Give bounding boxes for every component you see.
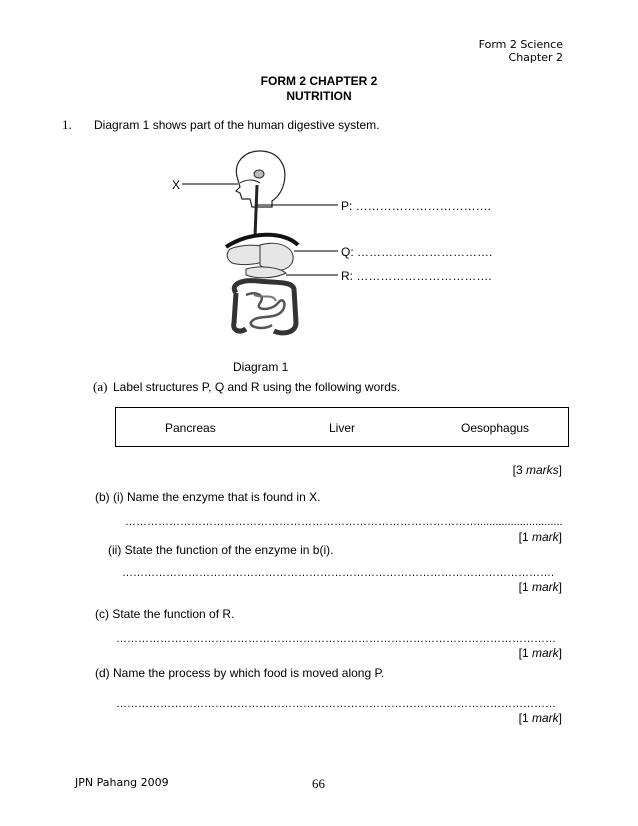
head-outline bbox=[236, 151, 285, 207]
word-pancreas: Pancreas bbox=[165, 421, 216, 435]
part-b-ii-text: (ii) State the function of the enzyme in b(i). bbox=[108, 543, 334, 557]
part-c-answer-line[interactable]: ………………………………………………………………………………………………………… bbox=[116, 633, 556, 645]
part-a-marker: (a) bbox=[93, 379, 108, 394]
part-b-ii-marks: [1 mark] bbox=[518, 580, 562, 594]
salivary-gland-shape bbox=[254, 170, 264, 178]
word-liver: Liver bbox=[329, 421, 356, 435]
part-c-marks: [1 mark] bbox=[518, 646, 562, 660]
small-intestine-shape bbox=[246, 293, 284, 328]
word-box bbox=[115, 407, 569, 447]
part-b-i-marks: [1 mark] bbox=[518, 530, 562, 544]
diagram-label-q[interactable]: Q: ……………………………. bbox=[341, 245, 493, 259]
question-number: 1. bbox=[62, 117, 72, 132]
part-a-text: Label structures P, Q and R using the following words. bbox=[113, 380, 401, 394]
part-b-ii-answer-line[interactable]: ………………………………………………………………………………………………………. bbox=[122, 567, 555, 579]
part-d-marks: [1 mark] bbox=[518, 711, 562, 725]
diagram-label-r[interactable]: R: ……………………………. bbox=[341, 269, 492, 283]
header-subject: Form 2 Science bbox=[478, 38, 563, 51]
part-d-answer-line[interactable]: ………………………………………………………………………………………………………… bbox=[116, 698, 556, 710]
oesophagus-shape bbox=[255, 185, 257, 237]
diagram-label-p[interactable]: P: ……………………………. bbox=[341, 199, 492, 213]
part-b-i-answer-line[interactable]: ……………………………………………………………………………………............................ bbox=[125, 516, 563, 528]
page-title: FORM 2 CHAPTER 2 bbox=[260, 74, 378, 88]
diagram-label-x: X bbox=[172, 178, 181, 192]
footer-source: JPN Pahang 2009 bbox=[75, 776, 169, 789]
large-intestine-shape bbox=[234, 281, 296, 333]
part-a-marks: [3 marks] bbox=[512, 463, 562, 477]
part-b-i-text: (b) (i) Name the enzyme that is found in X. bbox=[95, 490, 321, 504]
page-number: 66 bbox=[312, 776, 325, 791]
part-d-text: (d) Name the process by which food is moved along P. bbox=[95, 666, 385, 680]
page-subtitle: NUTRITION bbox=[286, 89, 352, 103]
mouth-icon bbox=[240, 180, 260, 183]
diagram-caption: Diagram 1 bbox=[233, 360, 289, 374]
small-intestine-coil bbox=[254, 295, 276, 301]
question-text: Diagram 1 shows part of the human digestive system. bbox=[94, 118, 380, 132]
part-c-text: (c) State the function of R. bbox=[95, 607, 235, 621]
header-chapter: Chapter 2 bbox=[508, 51, 563, 64]
word-oesophagus: Oesophagus bbox=[461, 421, 530, 435]
